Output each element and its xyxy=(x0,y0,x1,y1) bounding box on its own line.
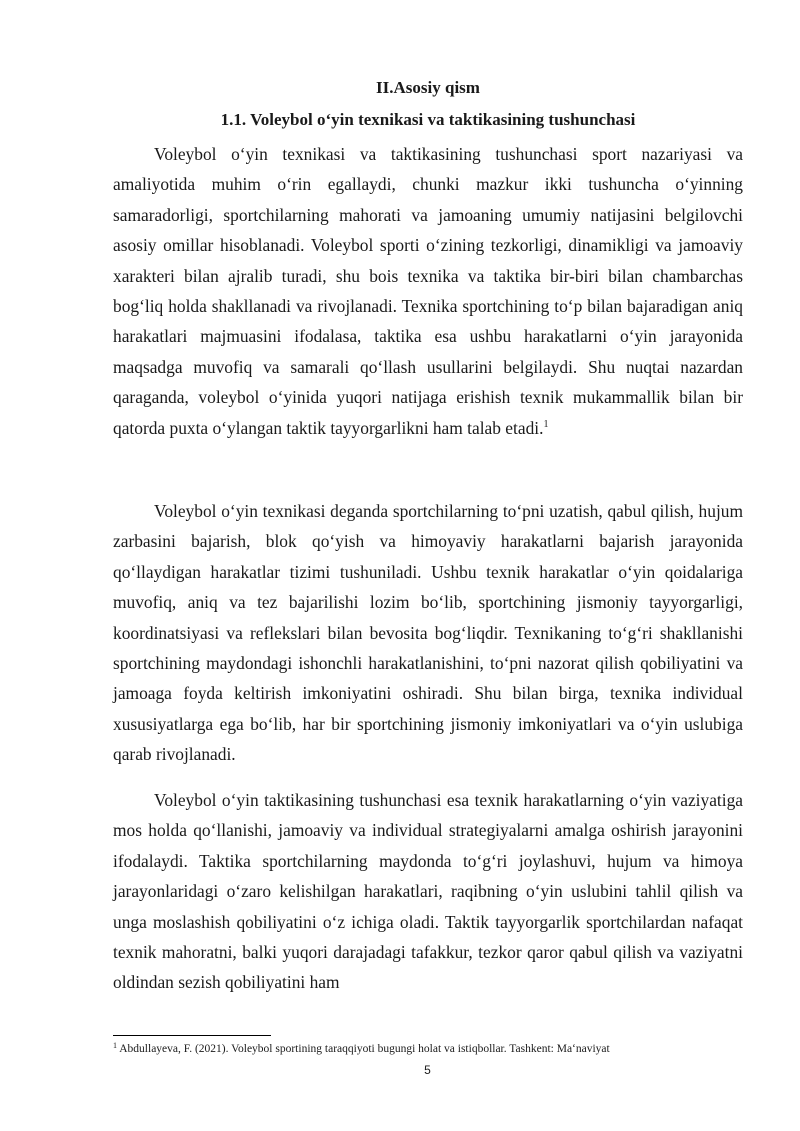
footnote-number: 1 xyxy=(113,1041,117,1050)
paragraph: Voleybol o‘yin texnikasi deganda sportchilarning to‘pni uzatish, qabul qilish, hujum zarbasini bajarish, blok qo‘yish va himoyaviy harakatlarni bajarish jarayonida qo‘llaydigan harakatlar tizimi tushuniladi. Ushbu texnik harakatlar o‘yin qoidalariga muvofiq, aniq va tez bajarilishi lozim bo‘lib, sportchining jismoniy tayyorgarligi, koordinatsiyasi va reflekslari bilan bevosita bog‘liqdir. Texnikaning to‘g‘ri shakllanishi sportchining maydondagi ishonchli harakatlanishini, to‘pni nazorat qilish qobiliyatini va jamoaga foyda keltirish imkoniyatini oshiradi. Shu bilan birga, texnika individual xususiyatlarga ega bo‘lib, har bir sportchining jismoniy imkoniyatlari va o‘yin uslubiga qarab rivojlanadi. xyxy=(113,501,743,765)
subsection-title: 1.1. Voleybol o‘yin texnikasi va taktikasining tushunchasi xyxy=(220,110,636,129)
paragraph: Voleybol o‘yin taktikasining tushunchasi esa texnik harakatlarning o‘yin vaziyatiga mos holda qo‘llanishi, jamoaviy va individual strategiyalarni amalga oshirish jarayonini ifodalaydi. Taktika sportchilarning maydonda to‘g‘ri joylashuvi, hujum va himoya jarayonlaridagi o‘zaro kelishilgan harakatlari, raqibning o‘yin uslubini tahlil qilish va unga moslashish qobiliyatini o‘z ichiga oladi. Taktik tayyorgarlik sportchilardan nafaqat texnik mahoratni, balki yuqori darajadagi tafakkur, tezkor qaror qabul qilish va vaziyatni oldindan sezish qobiliyatini ham xyxy=(113,790,743,993)
paragraph xyxy=(113,139,743,443)
paragraph-text: Voleybol o‘yin texnikasi va taktikasining tushunchasi sport nazariyasi va amaliyotida muhim o‘rin egallaydi, chunki mazkur ikki tushuncha o‘yinning samaradorligi, sportchilarning mahorati va jamoaning umumiy natijasini belgilovchi asosiy omillar hisoblanadi. Voleybol sporti o‘zining tezkorligi, dinamikligi va jamoaviy xarakteri bilan ajralib turadi, shu bois texnika va taktika bir-biri bilan chambarchas bog‘liq holda shakllanadi va rivojlanadi. Texnika sportchining to‘p bilan bajaradigan aniq harakatlari majmuasini ifodalasa, taktika esa ushbu harakatlarni o‘yin jarayonida maqsadga muvofiq va samarali qo‘llash usullarini belgilaydi. Shu nuqtai nazardan qaraganda, voleybol o‘yinida yuqori natijaga erishish texnik mukammallik bilan bir qatorda puxta o‘ylangan taktik tayyorgarlikni ham talab etadi. xyxy=(113,144,743,438)
footnote-marker[interactable]: 1 xyxy=(543,418,549,430)
page-number: 5 xyxy=(424,1063,431,1077)
footnote-text: Abdullayeva, F. (2021). Voleybol sportining taraqqiyoti bugungi holat va istiqbollar. Tashkent: Ma‘naviyat xyxy=(119,1043,610,1055)
footnote xyxy=(113,1041,753,1057)
section-title: II.Asosiy qism xyxy=(376,78,480,97)
footnote-separator xyxy=(113,1035,271,1036)
